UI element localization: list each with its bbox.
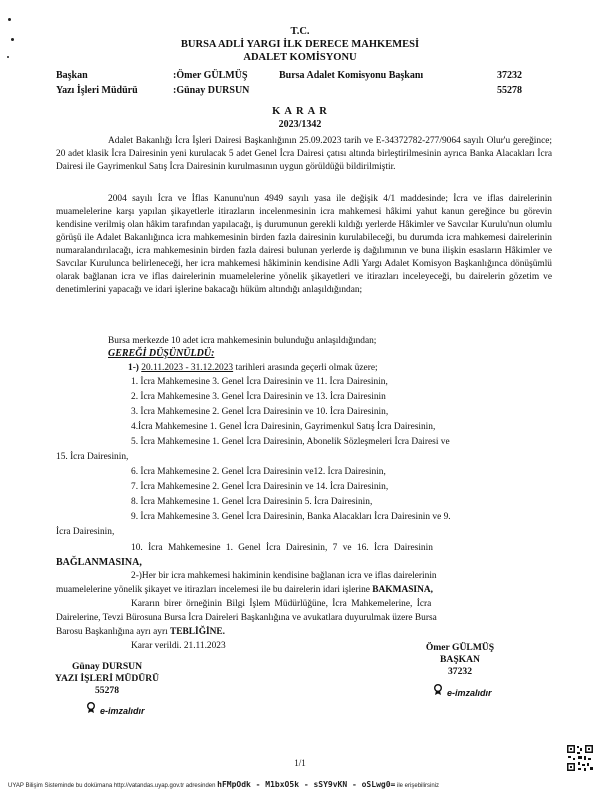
president-title: Bursa Adalet Komisyonu Başkanı <box>279 70 424 81</box>
esign-label: e-imzalıdır <box>100 706 145 716</box>
list-item: 1. İcra Mahkemesine 3. Genel İcra Dairesinin ve 11. İcra Dairesinin, <box>131 377 388 387</box>
paragraph-3: Bursa merkezde 10 adet icra mahkemesinin bulunduğu anlaşıldığından; <box>108 336 377 346</box>
signer-title: YAZI İŞLERİ MÜDÜRÜ <box>54 673 160 684</box>
item-1-prefix: 1-) <box>128 363 139 373</box>
signer-name: Günay DURSUN <box>71 661 143 672</box>
item-2-text: muamelelerine yönelik şikayet ve itirazları incelemesi ile bu dairelerin idari işlerine <box>56 585 370 595</box>
tebligine: TEBLİĞİNE. <box>170 627 226 637</box>
list-item: 4.İcra Mahkemesine 1. Genel İcra Dairesinin, Gayrimenkul Satış İcra Dairesinin, <box>131 422 436 432</box>
president-role: Başkan <box>56 70 88 81</box>
president-number: 37232 <box>497 70 522 81</box>
gereği-heading: GEREĞİ DÜŞÜNÜLDÜ: <box>108 348 215 359</box>
list-item: 5. İcra Mahkemesine 1. Genel İcra Dairesinin, Abonelik Sözleşmeleri İcra Dairesi ve <box>131 437 450 447</box>
esign-icon <box>433 683 443 701</box>
scan-mark <box>8 18 11 21</box>
list-item: 6. İcra Mahkemesine 2. Genel İcra Dairesinin ve12. İcra Dairesinin, <box>131 467 386 477</box>
list-item: 9. İcra Mahkemesine 3. Genel İcra Dairesinin, Banka Alacakları İcra Dairesinin ve 9. <box>131 512 451 522</box>
clerk-number: 55278 <box>497 85 522 96</box>
esign-right <box>433 683 492 701</box>
footer-uyap-text: UYAP Bilişim Sisteminde bu dokümana http://vatandas.uyap.gov.tr adresinden <box>8 783 216 789</box>
esign-label: e-imzalıdır <box>447 688 492 698</box>
signer-title: BAŞKAN <box>440 654 480 665</box>
signature-left <box>52 661 162 697</box>
signer-number: 37232 <box>448 666 472 677</box>
item-2-line-a: 2-)Her bir icra mahkemesi hakiminin kendisine bağlanan icra ve iflas dairelerinin <box>131 571 437 581</box>
decision-number: 2023/1342 <box>278 119 322 130</box>
page-number: 1/1 <box>294 758 306 768</box>
clerk-role: Yazı İşleri Müdürü <box>56 85 138 96</box>
esign-icon <box>86 701 96 719</box>
header-commission: ADALET KOMİSYONU <box>243 52 357 63</box>
list-item: 7. İcra Mahkemesine 2. Genel İcra Dairesinin ve 14. İcra Dairesinin, <box>131 482 389 492</box>
esign-left <box>86 701 145 719</box>
list-item: 10. İcra Mahkemesine 1. Genel İcra Dairesinin, 7 ve 16. İcra Dairesinin <box>131 543 433 553</box>
footer-uyap <box>8 780 439 789</box>
item-3-line-a: Kararın birer örneğinin Bilgi İşlem Müdürlüğüne, İcra Mahkemelerine, İcra <box>131 599 432 609</box>
signer-number: 55278 <box>95 685 119 696</box>
list-item: 3. İcra Mahkemesine 2. Genel İcra Dairesinin ve 10. İcra Dairesinin, <box>131 407 389 417</box>
clerk-name: :Günay DURSUN <box>173 85 250 96</box>
list-item: İcra Dairesinin, <box>56 527 115 537</box>
item-1-rest: tarihleri arasında geçerli olmak üzere; <box>235 363 378 373</box>
item-1-line <box>128 362 378 375</box>
footer-suffix: ile erişebilirsiniz <box>397 783 440 789</box>
list-item: 15. İcra Dairesinin, <box>56 452 129 462</box>
baglanmasina: BAĞLANMASINA, <box>56 557 142 568</box>
qr-code <box>566 744 594 772</box>
list-item: 2. İcra Mahkemesine 3. Genel İcra Dairesinin ve 13. İcra Dairesinin <box>131 392 386 402</box>
signer-name: Ömer GÜLMÜŞ <box>425 642 495 653</box>
footer-access-code: hFMpOdk - M1bxO5k - sSY9vKN - oSLwg0= <box>217 780 396 789</box>
item-3-line-b: Dairelerine, Tevzi Bürosuna Bursa İcra Daireleri Başkanlığına ve avukatlara duyurulmak üzere Bursa <box>56 613 437 623</box>
signature-right <box>405 642 515 678</box>
item-3-line-c <box>56 626 225 639</box>
item-3-text: Barosu Başkanlığına ayrı ayrı <box>56 627 168 637</box>
list-item: 8. İcra Mahkemesine 1. Genel İcra Dairesinin 5. İcra Dairesinin, <box>131 497 373 507</box>
header-tc: T.C. <box>290 26 310 37</box>
president-name: :Ömer GÜLMÜŞ <box>173 70 248 81</box>
decision-title: K A R A R <box>272 106 328 117</box>
bakmasina: BAKMASINA, <box>372 585 433 595</box>
item-1-dates: 20.11.2023 - 31.12.2023 <box>141 363 234 373</box>
item-2-line-b <box>56 584 433 597</box>
header-court: BURSA ADLİ YARGI İLK DERECE MAHKEMESİ <box>180 39 420 50</box>
paragraph-1: Adalet Bakanlığı İcra İşleri Dairesi Başkanlığının 25.09.2023 tarih ve E-34372782-277/9064 sayılı Olur'u gereğince; 20 adet klasik İcra Dairesinin yeni kurulacak 5 adet Genel İcra Dairesi çatısı altında birleştirilmesinin ayrıca Banka Alacakları İcra Dairesi ile Gayrimenkul Satış İcra Dairesinin kurulmasının uygun görüldüğü bildirilmiştir. <box>56 136 552 172</box>
decision-date: Karar verildi. 21.11.2023 <box>131 641 226 651</box>
paragraph-2: 2004 sayılı İcra ve İflas Kanunu'nun 4949 sayılı yasa ile değişik 4/1 maddesinde; İcra ve iflas dairelerinin muamelelerine karşı yapılan şikayetlerle itirazların incelenmesinin icra mahkemesi hâkimi yahut kanun gereğince bu görevin kendisine verilmiş olan hâkim tarafından yapılacağı, iş durumunun gerekli kıldığı yerlerde Hâkimler ve Savcılar Kurulu'nun olumlu görüşü ile Adalet Bakanlığınca icra mahkemesinin birden fazla dairesinin kurulabileceği, bu durumda icra mahkemesi dairelerinin numaralandırılacağı, icra mahkemesinin birden fazla dairesi bulunan yerlerde iş dağılımının ve buna ilişkin esasların Hâkimler ve Savcılar Kurulunca belirleneceği, her icra mahkemesi hâkiminin kendisine Adli Yargı Adalet Komisyon Başkanlığınca dönüşümlü olarak bağlanan icra ve iflas dairelerinin muamelelerine yönelik şikayetleri ve itirazları inceleyeceği, bu dairelerin gözetim ve denetimlerini yapacağı ve idari işlerine bakacağı hüküm altındığı anlaşıldığından; <box>56 194 552 295</box>
